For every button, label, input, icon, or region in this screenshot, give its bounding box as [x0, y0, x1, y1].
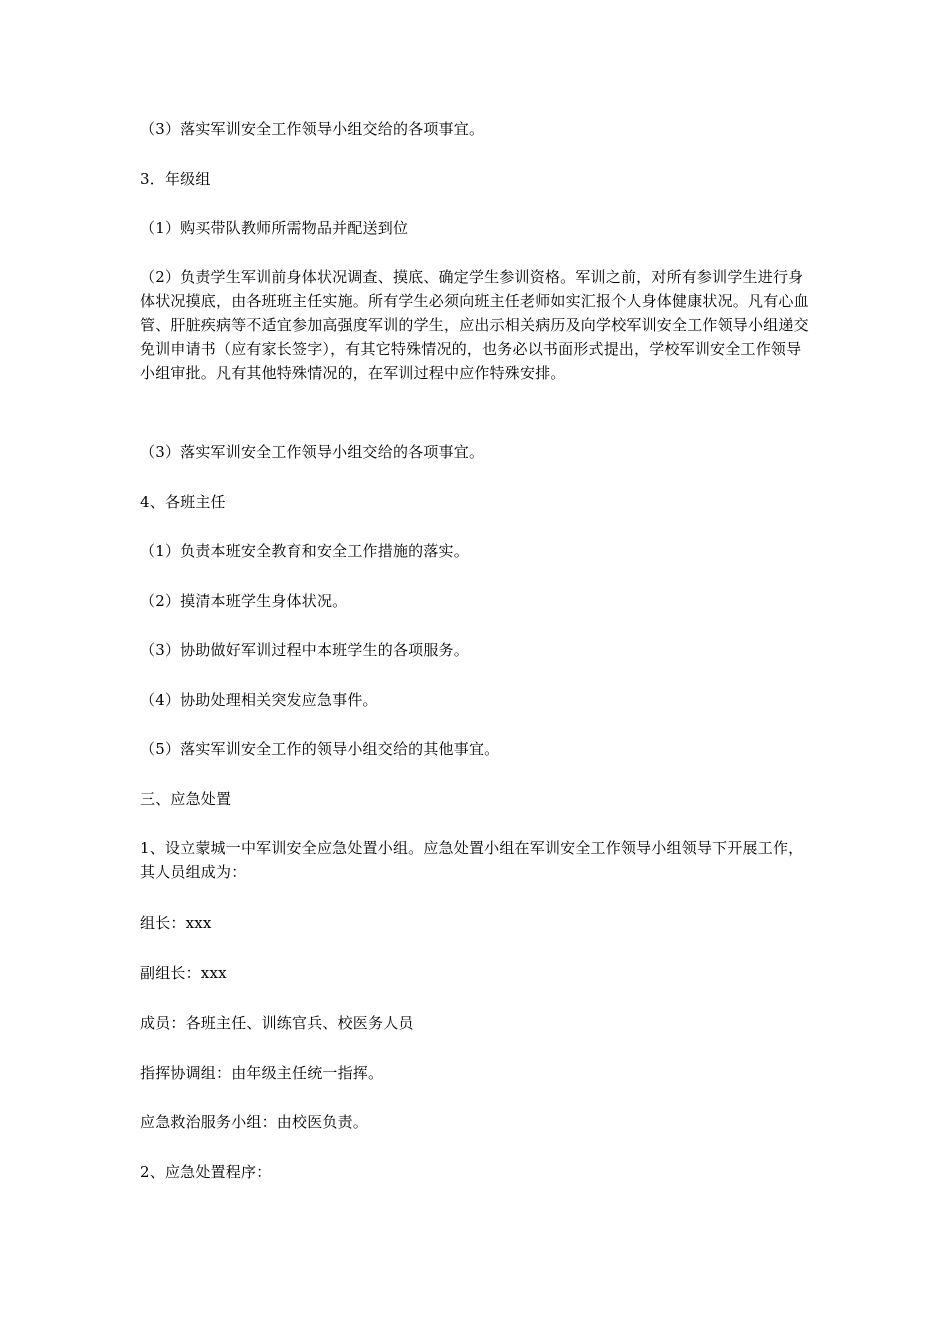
paragraph-4: （2）负责学生军训前身体状况调查、摸底、确定学生参训资格。军训之前，对所有参训学生进行身体状况摸底，由各班班主任实施。所有学生必须向班主任老师如实汇报个人身体健康状况。凡有心血管、肝脏疾病等不适宜参加高强度军训的学生，应出示相关病历及向学校军训安全工作领导小组递交免训申请书（应有家长签字），有其它特殊情况的，也务必以书面形式提出，学校军训安全工作领导小组审批。凡有其他特殊情况的，在军训过程中应作特殊安排。 [140, 268, 809, 382]
paragraph-medical-group: 应急救治服务小组：由校医负责。 [140, 1113, 369, 1131]
paragraph-5: （3）落实军训安全工作领导小组交给的各项事宜。 [140, 443, 485, 461]
paragraph-9: （3）协助做好军训过程中本班学生的各项服务。 [140, 641, 469, 659]
paragraph-leader: 组长：xxx [140, 914, 212, 932]
paragraph-7: （1）负责本班安全教育和安全工作措施的落实。 [140, 542, 469, 560]
paragraph-members: 成员：各班主任、训练官兵、校医务人员 [140, 1014, 414, 1032]
paragraph-13: 1、设立蒙城一中军训安全应急处置小组。应急处置小组在军训安全工作领导小组领导下开展工作，其人员组成为： [140, 839, 804, 881]
paragraph-deputy-leader: 副组长：xxx [140, 964, 227, 982]
paragraph-1: （3）落实军训安全工作领导小组交给的各项事宜。 [140, 120, 485, 138]
paragraph-10: （4）协助处理相关突发应急事件。 [140, 691, 378, 709]
paragraph-11: （5）落实军训安全工作的领导小组交给的其他事宜。 [140, 740, 500, 758]
section-heading-grade-group: 3．年级组 [140, 170, 211, 188]
paragraph-coordination-group: 指挥协调组：由年级主任统一指挥。 [140, 1064, 384, 1082]
section-heading-emergency: 三、应急处置 [140, 790, 232, 808]
paragraph-procedure: 2、应急处置程序： [140, 1163, 272, 1181]
paragraph-8: （2）摸清本班学生身体状况。 [140, 592, 348, 610]
section-heading-class-teachers: 4、各班主任 [140, 493, 226, 511]
paragraph-3: （1）购买带队教师所需物品并配送到位 [140, 219, 409, 237]
